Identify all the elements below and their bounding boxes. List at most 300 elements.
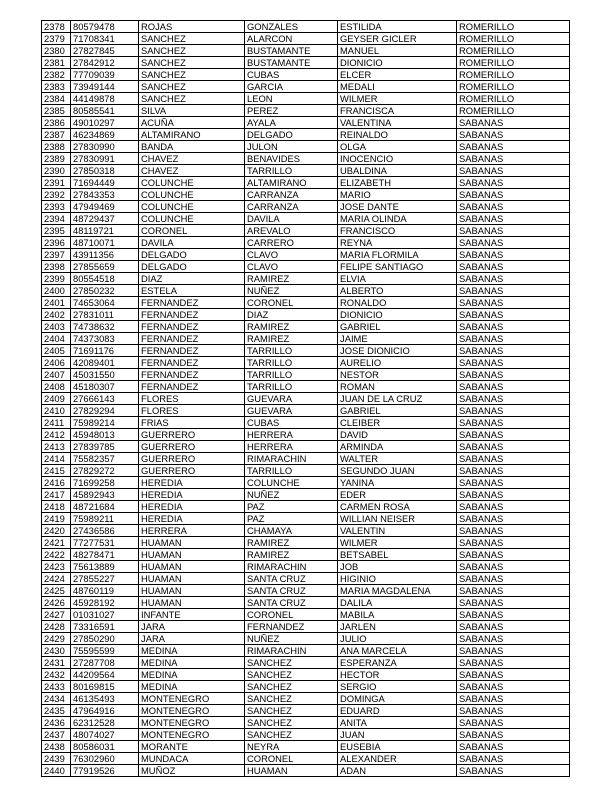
dni-cell: 27829294	[71, 405, 139, 417]
given-names-cell: RONALDO	[338, 297, 457, 309]
dni-cell: 75989214	[71, 417, 139, 429]
row-number-cell: 2440	[42, 765, 71, 777]
row-number-cell: 2392	[42, 189, 71, 201]
maternal-surname-cell: AREVALO	[245, 225, 338, 237]
row-number-cell: 2408	[42, 381, 71, 393]
given-names-cell: EDER	[338, 489, 457, 501]
dni-cell: 45180307	[71, 381, 139, 393]
given-names-cell: WILLIAN NEISER	[338, 513, 457, 525]
given-names-cell: FRANCISCO	[338, 225, 457, 237]
locality-cell: SABANAS	[457, 141, 570, 153]
given-names-cell: DIONICIO	[338, 309, 457, 321]
table-row	[42, 465, 570, 477]
table-row	[42, 561, 570, 573]
locality-cell: SABANAS	[457, 381, 570, 393]
locality-cell: ROMERILLO	[457, 57, 570, 69]
row-number-cell: 2402	[42, 309, 71, 321]
row-number-cell: 2398	[42, 261, 71, 273]
paternal-surname-cell: JARA	[139, 633, 245, 645]
row-number-cell: 2419	[42, 513, 71, 525]
given-names-cell: AURELIO	[338, 357, 457, 369]
locality-cell: SABANAS	[457, 213, 570, 225]
maternal-surname-cell: SANTA CRUZ	[245, 585, 338, 597]
row-number-cell: 2397	[42, 249, 71, 261]
paternal-surname-cell: GUERRERO	[139, 441, 245, 453]
row-number-cell: 2439	[42, 753, 71, 765]
row-number-cell: 2413	[42, 441, 71, 453]
table-row	[42, 765, 570, 777]
paternal-surname-cell: HUAMAN	[139, 561, 245, 573]
paternal-surname-cell: ACUÑA	[139, 117, 245, 129]
table-row	[42, 81, 570, 93]
paternal-surname-cell: MEDINA	[139, 669, 245, 681]
locality-cell: SABANAS	[457, 741, 570, 753]
row-number-cell: 2421	[42, 537, 71, 549]
paternal-surname-cell: GUERRERO	[139, 453, 245, 465]
maternal-surname-cell: RIMARACHIN	[245, 645, 338, 657]
given-names-cell: CLEIBER	[338, 417, 457, 429]
maternal-surname-cell: TARRILLO	[245, 381, 338, 393]
given-names-cell: MARIO	[338, 189, 457, 201]
table-row	[42, 609, 570, 621]
locality-cell: SABANAS	[457, 129, 570, 141]
dni-cell: 44209564	[71, 669, 139, 681]
table-row	[42, 633, 570, 645]
maternal-surname-cell: SANCHEZ	[245, 693, 338, 705]
locality-cell: SABANAS	[457, 297, 570, 309]
paternal-surname-cell: COLUNCHE	[139, 189, 245, 201]
paternal-surname-cell: SANCHEZ	[139, 33, 245, 45]
maternal-surname-cell: GUEVARA	[245, 393, 338, 405]
maternal-surname-cell: DAVILA	[245, 213, 338, 225]
paternal-surname-cell: FERNANDEZ	[139, 297, 245, 309]
table-row	[42, 537, 570, 549]
given-names-cell: ANA MARCELA	[338, 645, 457, 657]
paternal-surname-cell: HUAMAN	[139, 585, 245, 597]
paternal-surname-cell: DAVILA	[139, 237, 245, 249]
locality-cell: SABANAS	[457, 333, 570, 345]
dni-cell: 01031027	[71, 609, 139, 621]
row-number-cell: 2430	[42, 645, 71, 657]
paternal-surname-cell: MONTENEGRO	[139, 717, 245, 729]
table-row	[42, 117, 570, 129]
dni-cell: 71708341	[71, 33, 139, 45]
dni-cell: 44149878	[71, 93, 139, 105]
maternal-surname-cell: ALARCON	[245, 33, 338, 45]
given-names-cell: SERGIO	[338, 681, 457, 693]
record-table	[41, 20, 570, 777]
given-names-cell: JOB	[338, 561, 457, 573]
dni-cell: 80169815	[71, 681, 139, 693]
row-number-cell: 2436	[42, 717, 71, 729]
dni-cell: 71699258	[71, 477, 139, 489]
given-names-cell: JUAN DE LA CRUZ	[338, 393, 457, 405]
maternal-surname-cell: CORONEL	[245, 753, 338, 765]
maternal-surname-cell: TARRILLO	[245, 345, 338, 357]
locality-cell: SABANAS	[457, 549, 570, 561]
maternal-surname-cell: TARRILLO	[245, 465, 338, 477]
given-names-cell: JOSE DANTE	[338, 201, 457, 213]
row-number-cell: 2405	[42, 345, 71, 357]
maternal-surname-cell: RAMIREZ	[245, 333, 338, 345]
paternal-surname-cell: FERNANDEZ	[139, 381, 245, 393]
row-number-cell: 2378	[42, 21, 71, 33]
given-names-cell: MEDALI	[338, 81, 457, 93]
locality-cell: SABANAS	[457, 501, 570, 513]
dni-cell: 77277531	[71, 537, 139, 549]
row-number-cell: 2434	[42, 693, 71, 705]
given-names-cell: REYNA	[338, 237, 457, 249]
given-names-cell: GEYSER GICLER	[338, 33, 457, 45]
dni-cell: 47949469	[71, 201, 139, 213]
given-names-cell: JARLEN	[338, 621, 457, 633]
table-row	[42, 129, 570, 141]
paternal-surname-cell: INFANTE	[139, 609, 245, 621]
table-row	[42, 309, 570, 321]
dni-cell: 48760119	[71, 585, 139, 597]
dni-cell: 75582357	[71, 453, 139, 465]
dni-cell: 48119721	[71, 225, 139, 237]
given-names-cell: ARMINDA	[338, 441, 457, 453]
locality-cell: SABANAS	[457, 189, 570, 201]
dni-cell: 45031550	[71, 369, 139, 381]
maternal-surname-cell: NUÑEZ	[245, 285, 338, 297]
row-number-cell: 2422	[42, 549, 71, 561]
locality-cell: SABANAS	[457, 477, 570, 489]
dni-cell: 42089401	[71, 357, 139, 369]
locality-cell: SABANAS	[457, 489, 570, 501]
table-row	[42, 753, 570, 765]
maternal-surname-cell: CLAVO	[245, 261, 338, 273]
locality-cell: SABANAS	[457, 681, 570, 693]
dni-cell: 46135493	[71, 693, 139, 705]
given-names-cell: OLGA	[338, 141, 457, 153]
given-names-cell: WILMER	[338, 537, 457, 549]
maternal-surname-cell: HUAMAN	[245, 765, 338, 777]
paternal-surname-cell: MONTENEGRO	[139, 729, 245, 741]
table-row	[42, 177, 570, 189]
locality-cell: SABANAS	[457, 561, 570, 573]
maternal-surname-cell: SANCHEZ	[245, 681, 338, 693]
maternal-surname-cell: BUSTAMANTE	[245, 45, 338, 57]
table-row	[42, 549, 570, 561]
given-names-cell: ESPERANZA	[338, 657, 457, 669]
dni-cell: 73316591	[71, 621, 139, 633]
maternal-surname-cell: PEREZ	[245, 105, 338, 117]
table-row	[42, 645, 570, 657]
locality-cell: SABANAS	[457, 225, 570, 237]
row-number-cell: 2407	[42, 369, 71, 381]
given-names-cell: EUSEBIA	[338, 741, 457, 753]
maternal-surname-cell: SANCHEZ	[245, 669, 338, 681]
locality-cell: SABANAS	[457, 765, 570, 777]
row-number-cell: 2396	[42, 237, 71, 249]
table-row	[42, 237, 570, 249]
maternal-surname-cell: NUÑEZ	[245, 633, 338, 645]
paternal-surname-cell: COLUNCHE	[139, 201, 245, 213]
dni-cell: 45948013	[71, 429, 139, 441]
maternal-surname-cell: GARCIA	[245, 81, 338, 93]
paternal-surname-cell: FERNANDEZ	[139, 321, 245, 333]
row-number-cell: 2428	[42, 621, 71, 633]
row-number-cell: 2406	[42, 357, 71, 369]
table-row	[42, 669, 570, 681]
locality-cell: SABANAS	[457, 393, 570, 405]
dni-cell: 80554518	[71, 273, 139, 285]
dni-cell: 27830991	[71, 153, 139, 165]
paternal-surname-cell: HEREDIA	[139, 489, 245, 501]
maternal-surname-cell: BUSTAMANTE	[245, 57, 338, 69]
given-names-cell: MARIA FLORMILA	[338, 249, 457, 261]
locality-cell: ROMERILLO	[457, 21, 570, 33]
table-row	[42, 357, 570, 369]
locality-cell: SABANAS	[457, 309, 570, 321]
locality-cell: SABANAS	[457, 525, 570, 537]
locality-cell: SABANAS	[457, 645, 570, 657]
row-number-cell: 2418	[42, 501, 71, 513]
dni-cell: 46234869	[71, 129, 139, 141]
table-row	[42, 273, 570, 285]
paternal-surname-cell: HUAMAN	[139, 537, 245, 549]
given-names-cell: ELVIA	[338, 273, 457, 285]
given-names-cell: ESTILIDA	[338, 21, 457, 33]
paternal-surname-cell: ESTELA	[139, 285, 245, 297]
dni-cell: 27855659	[71, 261, 139, 273]
locality-cell: SABANAS	[457, 513, 570, 525]
maternal-surname-cell: CORONEL	[245, 609, 338, 621]
table-row	[42, 105, 570, 117]
locality-cell: ROMERILLO	[457, 45, 570, 57]
paternal-surname-cell: GUERRERO	[139, 429, 245, 441]
table-row	[42, 597, 570, 609]
paternal-surname-cell: ROJAS	[139, 21, 245, 33]
locality-cell: SABANAS	[457, 153, 570, 165]
record-table-body	[42, 21, 570, 777]
paternal-surname-cell: DELGADO	[139, 249, 245, 261]
given-names-cell: DALILA	[338, 597, 457, 609]
dni-cell: 74738632	[71, 321, 139, 333]
row-number-cell: 2382	[42, 69, 71, 81]
maternal-surname-cell: RIMARACHIN	[245, 453, 338, 465]
dni-cell: 76302960	[71, 753, 139, 765]
locality-cell: SABANAS	[457, 597, 570, 609]
table-row	[42, 345, 570, 357]
paternal-surname-cell: MEDINA	[139, 645, 245, 657]
row-number-cell: 2433	[42, 681, 71, 693]
table-row	[42, 69, 570, 81]
paternal-surname-cell: FLORES	[139, 393, 245, 405]
given-names-cell: FELIPE SANTIAGO	[338, 261, 457, 273]
given-names-cell: MABILA	[338, 609, 457, 621]
row-number-cell: 2388	[42, 141, 71, 153]
locality-cell: SABANAS	[457, 585, 570, 597]
dni-cell: 75595599	[71, 645, 139, 657]
maternal-surname-cell: RAMIREZ	[245, 537, 338, 549]
locality-cell: SABANAS	[457, 285, 570, 297]
paternal-surname-cell: DELGADO	[139, 261, 245, 273]
locality-cell: SABANAS	[457, 705, 570, 717]
given-names-cell: REINALDO	[338, 129, 457, 141]
maternal-surname-cell: SANCHEZ	[245, 717, 338, 729]
maternal-surname-cell: GONZALES	[245, 21, 338, 33]
row-number-cell: 2404	[42, 333, 71, 345]
paternal-surname-cell: COLUNCHE	[139, 177, 245, 189]
table-row	[42, 381, 570, 393]
dni-cell: 48278471	[71, 549, 139, 561]
maternal-surname-cell: NUÑEZ	[245, 489, 338, 501]
table-row	[42, 45, 570, 57]
dni-cell: 27287708	[71, 657, 139, 669]
dni-cell: 75989211	[71, 513, 139, 525]
paternal-surname-cell: MONTENEGRO	[139, 693, 245, 705]
row-number-cell: 2394	[42, 213, 71, 225]
maternal-surname-cell: CARRANZA	[245, 201, 338, 213]
given-names-cell: JULIO	[338, 633, 457, 645]
locality-cell: SABANAS	[457, 405, 570, 417]
dni-cell: 27839785	[71, 441, 139, 453]
dni-cell: 75613889	[71, 561, 139, 573]
given-names-cell: INOCENCIO	[338, 153, 457, 165]
row-number-cell: 2414	[42, 453, 71, 465]
given-names-cell: CARMEN ROSA	[338, 501, 457, 513]
table-row	[42, 57, 570, 69]
dni-cell: 45892943	[71, 489, 139, 501]
dni-cell: 27827845	[71, 45, 139, 57]
locality-cell: SABANAS	[457, 609, 570, 621]
paternal-surname-cell: MUNDACA	[139, 753, 245, 765]
maternal-surname-cell: PAZ	[245, 501, 338, 513]
locality-cell: ROMERILLO	[457, 93, 570, 105]
maternal-surname-cell: FERNANDEZ	[245, 621, 338, 633]
locality-cell: SABANAS	[457, 369, 570, 381]
dni-cell: 80585541	[71, 105, 139, 117]
row-number-cell: 2400	[42, 285, 71, 297]
table-row	[42, 141, 570, 153]
maternal-surname-cell: SANTA CRUZ	[245, 573, 338, 585]
paternal-surname-cell: FERNANDEZ	[139, 309, 245, 321]
given-names-cell: VALENTINA	[338, 117, 457, 129]
locality-cell: SABANAS	[457, 177, 570, 189]
row-number-cell: 2427	[42, 609, 71, 621]
given-names-cell: ALBERTO	[338, 285, 457, 297]
table-row	[42, 741, 570, 753]
maternal-surname-cell: SANTA CRUZ	[245, 597, 338, 609]
given-names-cell: ALEXANDER	[338, 753, 457, 765]
table-row	[42, 333, 570, 345]
dni-cell: 43911356	[71, 249, 139, 261]
table-row	[42, 321, 570, 333]
table-row	[42, 213, 570, 225]
locality-cell: SABANAS	[457, 453, 570, 465]
table-row	[42, 657, 570, 669]
row-number-cell: 2429	[42, 633, 71, 645]
locality-cell: SABANAS	[457, 573, 570, 585]
locality-cell: SABANAS	[457, 237, 570, 249]
row-number-cell: 2423	[42, 561, 71, 573]
dni-cell: 62312528	[71, 717, 139, 729]
given-names-cell: NESTOR	[338, 369, 457, 381]
maternal-surname-cell: ALTAMIRANO	[245, 177, 338, 189]
paternal-surname-cell: ALTAMIRANO	[139, 129, 245, 141]
table-row	[42, 453, 570, 465]
maternal-surname-cell: PAZ	[245, 513, 338, 525]
dni-cell: 27829272	[71, 465, 139, 477]
dni-cell: 74653064	[71, 297, 139, 309]
locality-cell: SABANAS	[457, 465, 570, 477]
row-number-cell: 2435	[42, 705, 71, 717]
paternal-surname-cell: FERNANDEZ	[139, 357, 245, 369]
locality-cell: SABANAS	[457, 669, 570, 681]
row-number-cell: 2399	[42, 273, 71, 285]
table-row	[42, 525, 570, 537]
table-row	[42, 93, 570, 105]
dni-cell: 47964916	[71, 705, 139, 717]
dni-cell: 80579478	[71, 21, 139, 33]
table-row	[42, 513, 570, 525]
paternal-surname-cell: CHAVEZ	[139, 165, 245, 177]
table-row	[42, 393, 570, 405]
given-names-cell: JAIME	[338, 333, 457, 345]
dni-cell: 27850290	[71, 633, 139, 645]
maternal-surname-cell: CARRANZA	[245, 189, 338, 201]
row-number-cell: 2420	[42, 525, 71, 537]
given-names-cell: YANINA	[338, 477, 457, 489]
paternal-surname-cell: HUAMAN	[139, 573, 245, 585]
row-number-cell: 2395	[42, 225, 71, 237]
locality-cell: ROMERILLO	[457, 81, 570, 93]
given-names-cell: MARIA OLINDA	[338, 213, 457, 225]
maternal-surname-cell: GUEVARA	[245, 405, 338, 417]
locality-cell: ROMERILLO	[457, 105, 570, 117]
table-row	[42, 285, 570, 297]
row-number-cell: 2385	[42, 105, 71, 117]
dni-cell: 71691176	[71, 345, 139, 357]
row-number-cell: 2390	[42, 165, 71, 177]
row-number-cell: 2424	[42, 573, 71, 585]
paternal-surname-cell: DIAZ	[139, 273, 245, 285]
row-number-cell: 2381	[42, 57, 71, 69]
given-names-cell: EDUARD	[338, 705, 457, 717]
paternal-surname-cell: MEDINA	[139, 681, 245, 693]
row-number-cell: 2416	[42, 477, 71, 489]
paternal-surname-cell: HEREDIA	[139, 513, 245, 525]
maternal-surname-cell: DELGADO	[245, 129, 338, 141]
row-number-cell: 2417	[42, 489, 71, 501]
table-row	[42, 681, 570, 693]
locality-cell: SABANAS	[457, 165, 570, 177]
table-row	[42, 417, 570, 429]
table-row	[42, 369, 570, 381]
row-number-cell: 2411	[42, 417, 71, 429]
given-names-cell: BETSABEL	[338, 549, 457, 561]
maternal-surname-cell: NEYRA	[245, 741, 338, 753]
dni-cell: 48074027	[71, 729, 139, 741]
paternal-surname-cell: HUAMAN	[139, 597, 245, 609]
row-number-cell: 2426	[42, 597, 71, 609]
locality-cell: SABANAS	[457, 633, 570, 645]
dni-cell: 49010297	[71, 117, 139, 129]
maternal-surname-cell: HERRERA	[245, 441, 338, 453]
locality-cell: SABANAS	[457, 345, 570, 357]
locality-cell: SABANAS	[457, 417, 570, 429]
locality-cell: SABANAS	[457, 429, 570, 441]
dni-cell: 27843353	[71, 189, 139, 201]
maternal-surname-cell: DIAZ	[245, 309, 338, 321]
paternal-surname-cell: FERNANDEZ	[139, 333, 245, 345]
dni-cell: 27855227	[71, 573, 139, 585]
table-row	[42, 261, 570, 273]
row-number-cell: 2432	[42, 669, 71, 681]
